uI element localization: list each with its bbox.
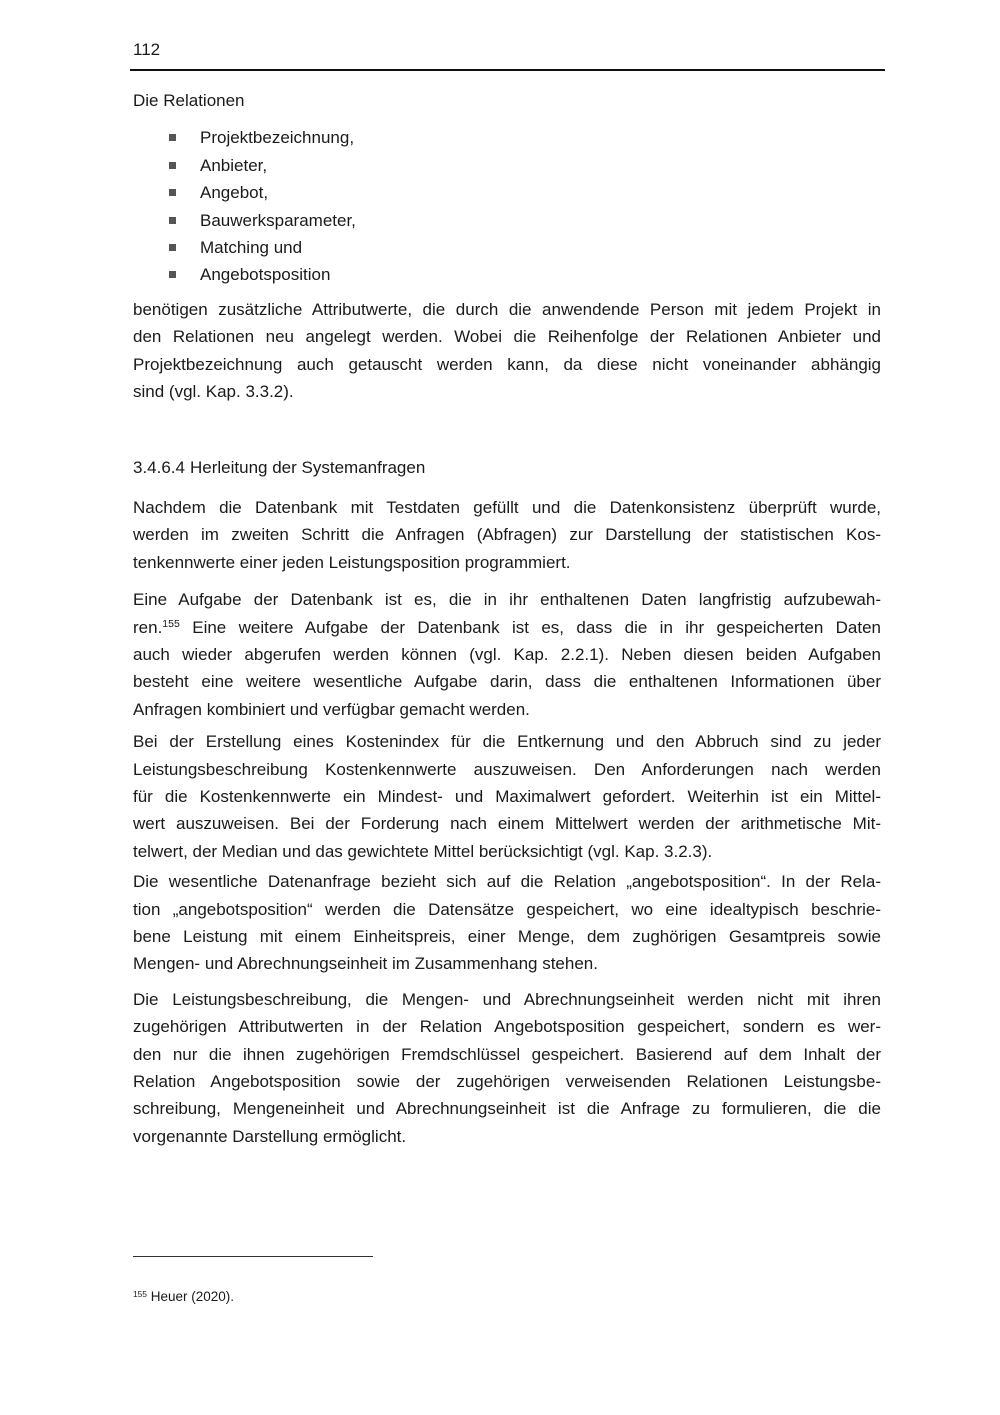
square-bullet-icon — [169, 162, 176, 169]
text-line: vorgenannte Darstellung ermöglicht. — [133, 1126, 407, 1146]
paragraph — [133, 586, 881, 723]
paragraph — [133, 728, 881, 865]
list-item-label: Matching und — [200, 238, 303, 258]
intro-text: Die Relationen — [133, 91, 245, 110]
text-line: telwert, der Median und das gewichtete Mittel berücksichtigt (vgl. Kap. 3.2.3). — [133, 841, 713, 861]
list-item — [133, 124, 881, 151]
footnote — [133, 1288, 234, 1306]
text-line: Relation Angebotsposition sowie der zugehörigen verweisenden Relationen Leistungsbe- — [133, 1072, 881, 1091]
paragraph — [133, 494, 881, 576]
page-content — [133, 87, 881, 1150]
text-line: Bei der Erstellung eines Kostenindex für die Entkernung und den Abbruch sind zu jeder — [133, 732, 881, 752]
section-title: Herleitung der Systemanfragen — [190, 458, 426, 478]
text-line: Eine Aufgabe der Datenbank ist es, die in ihr enthaltenen Daten langfristig aufzubewah- — [133, 590, 881, 610]
text-line: Die wesentliche Datenanfrage bezieht sich auf die Relation „angebotsposition“. In der Rela- — [133, 872, 881, 892]
square-bullet-icon — [169, 189, 176, 196]
text-line: wert auszuweisen. Bei der Forderung nach einem Mittelwert werden der arithmetische Mit- — [133, 814, 881, 834]
list-item — [133, 261, 881, 288]
list-item-label: Bauwerksparameter, — [200, 210, 356, 230]
text-line: sind (vgl. Kap. 3.3.2). — [133, 382, 294, 402]
text-line: Projektbezeichnung auch getauscht werden kann, da diese nicht voneinander abhängig — [133, 354, 881, 374]
text-line: Leistungsbeschreibung Kostenkennwerte auszuweisen. Den Anforderungen nach werden — [133, 759, 881, 779]
list-item-label: Anbieter, — [200, 155, 268, 175]
list-item — [133, 207, 881, 234]
text-line: bene Leistung mit einem Einheitspreis, einer Menge, dem zughörigen Gesamtpreis sowie — [133, 926, 881, 946]
square-bullet-icon — [169, 244, 176, 251]
square-bullet-icon — [169, 217, 176, 224]
square-bullet-icon — [169, 271, 176, 278]
list-item — [133, 179, 881, 206]
list-item — [133, 234, 881, 261]
text-line: Anfragen kombiniert und verfügbar gemacht werden. — [133, 699, 530, 719]
text-line: den nur die ihnen zugehörigen Fremdschlüssel gespeichert. Basierend auf dem Inhalt der — [133, 1044, 881, 1064]
square-bullet-icon — [169, 134, 176, 141]
footnote-separator-rule — [133, 1256, 373, 1257]
text-line: besteht eine weitere wesentliche Aufgabe darin, dass die enthaltenen Informationen über — [133, 672, 881, 692]
footnote-text — [151, 1289, 234, 1304]
text-line: ren.$^{155}$ Eine weitere Aufgabe der Datenbank ist es, dass die in ihr gespeicherten Daten — [133, 617, 881, 637]
footnote-text-value: Heuer (2020). — [150, 1289, 235, 1304]
text-line: tenkennwerte einer jeden Leistungsposition programmiert. — [133, 552, 571, 572]
list-item-label: Angebot, — [200, 183, 269, 203]
text-line: werden im zweiten Schritt die Anfragen (Abfragen) zur Darstellung der statistischen Kos- — [133, 525, 881, 545]
text-line: tion „angebotsposition“ werden die Datensätze gespeichert, wo eine idealtypisch beschrie- — [133, 899, 881, 919]
list-item — [133, 152, 881, 179]
footnote-marker: 155 — [133, 1288, 147, 1299]
paragraph — [133, 986, 881, 1150]
text-line: zugehörigen Attributwerten in der Relation Angebotsposition gespeichert, sondern es wer- — [133, 1017, 881, 1037]
text-line: Mengen- und Abrechnungseinheit im Zusammenhang stehen. — [133, 954, 598, 974]
text-line: Nachdem die Datenbank mit Testdaten gefüllt und die Datenkonsistenz überprüft wurde, — [133, 497, 881, 517]
text-line: den Relationen neu angelegt werden. Wobei die Reihenfolge der Relationen Anbieter und — [133, 327, 881, 347]
text-line: Die Leistungsbeschreibung, die Mengen- und Abrechnungseinheit werden nicht mit ihren — [133, 989, 881, 1009]
header-rule — [130, 69, 885, 71]
relations-bullet-list — [133, 124, 881, 288]
text-line: für die Kostenkennwerte ein Mindest- und Maximalwert gefordert. Weiterhin ist ein Mittel- — [133, 786, 881, 806]
text-line: benötigen zusätzliche Attributwerte, die durch die anwendende Person mit jedem Projekt in — [133, 299, 881, 319]
section-heading — [133, 454, 881, 481]
list-item-label: Angebotsposition — [200, 265, 331, 285]
text-line: schreibung, Mengeneinheit und Abrechnungseinheit ist die Anfrage zu formulieren, die die — [133, 1099, 881, 1119]
footnote-ref: 155 — [162, 617, 180, 630]
text-line: auch wieder abgerufen werden können (vgl. Kap. 2.2.1). Neben diesen beiden Aufgaben — [133, 644, 881, 664]
list-item-label: Projektbezeichnung, — [200, 128, 355, 148]
paragraph — [133, 868, 881, 978]
page-number: 112 — [133, 40, 161, 59]
paragraph — [133, 296, 881, 406]
section-number: 3.4.6.4 — [133, 458, 185, 478]
